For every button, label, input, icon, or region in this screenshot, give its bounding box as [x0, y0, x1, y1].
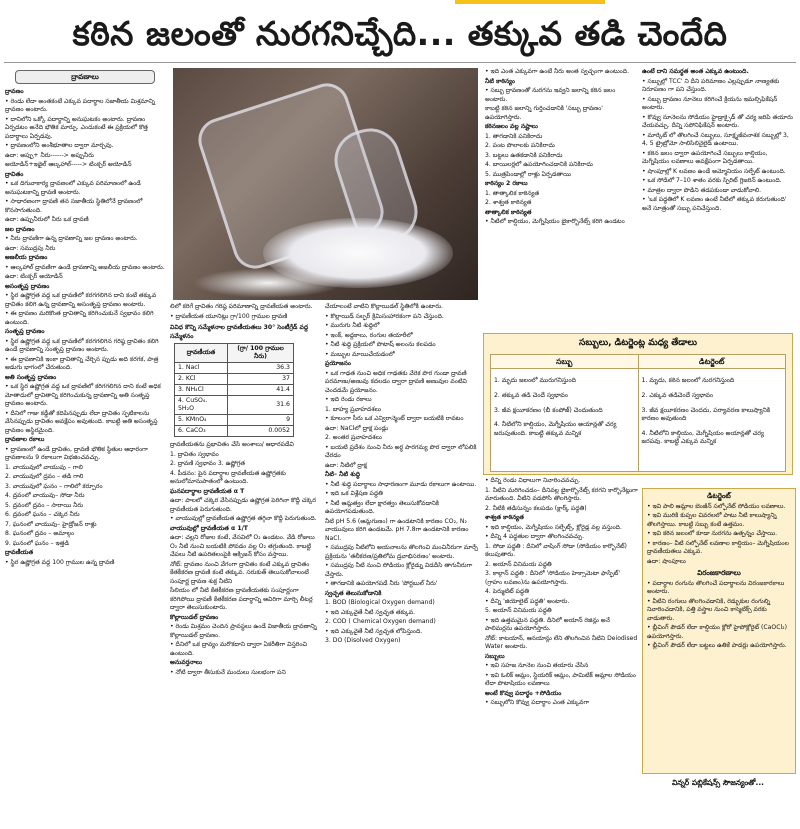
col1-text: 7. ఘనంలో వాయువు– హైడ్రోజన్ రాళ్లు — [5, 520, 97, 528]
col1-text: ద్రావణాల రకాలు — [5, 436, 45, 443]
compound-name: 5. KMnO₄ — [175, 415, 228, 426]
col2-text: 1. ద్రావితం స్వభావం — [170, 450, 219, 458]
col4-text: 3. బట్టలు ఉతకడానికి పనికిరాదు — [485, 151, 563, 159]
column-4-top — [485, 68, 637, 330]
col1-text: 2. వాయువులో ద్రవం – తడి గాలి — [5, 473, 84, 480]
col3-text: • కొల్లాయిడ్ సల్ఫర్ క్రిమిసంహారకంగా పని చేస్తుంది. — [325, 312, 444, 320]
col4-lower-text: సబ్బులు — [485, 652, 505, 660]
col3-text: • మురుగు నీటి శుద్ధిలో — [325, 322, 380, 329]
col1-text: ద్రావణీయత — [5, 549, 34, 556]
col3-text: • ఒక గాఢత నుంచి అధిక గాఢతకు వేరెక పొర గుండా ద్రావణి పరమాణు/అణువు కదలడం ద్వారా ద్రావణి అణువుల వంటివి చెందడమే ప్రయోజనం. — [325, 369, 467, 394]
sidebox-detergent-text: • ఇవి కఠిన జలంలో కూడా నురగను ఉత్పన్నం చేస్తాయి. — [647, 530, 778, 537]
top-accent-yellow — [455, 0, 605, 4]
col4-text: • ఇది ఎంత ఎక్కువగా ఉంటే నీరు అంత స్వచ్ఛంగా ఉంటుంది. — [485, 68, 630, 75]
col2-text: ద్రావణీయతను ప్రభావితం చేసే అంశాలు/ ఆధారపడేవి — [170, 441, 294, 448]
column-5 — [642, 68, 794, 330]
col1-text: • ఈ ద్రావణానికి ఇంకా ద్రావితాన్ని చేర్చిన ప్పుడు అది కరగక, పాత్ర అడుగు భాగంలో చేరుతుంది. — [5, 355, 159, 371]
col2-text: సీలియం లో నీటి కేతకీకరణ ద్రావణీయతకు సంపూర్ణంగా కరిగిపోయి ద్రావణీ కేతకీకరణ పదార్థాన్ని ఆవిరిగా మార్చి లీటర్ల ద్వారా తెలుసుకుంటారు. — [170, 587, 313, 611]
solubility-value: 9 — [227, 415, 293, 426]
col4-text: • సబ్బు ద్రావణంతో నురగను ఇవ్వని జలాన్ని కఠిన జలం అంటారు. — [485, 87, 616, 103]
solubility-value: 0.0052 — [227, 426, 293, 437]
col2-intro-text: లిలో కరిగే ద్రావితం గరిష్ఠ పరిమాణాన్ని ద్రావణీయత అంటారు. — [170, 303, 313, 310]
col3-text: 2. అంతర ప్రవాహదశలు — [325, 434, 382, 441]
soap-point: 3. జీవ క్షయీకరణం (బీ కంపోజ్) చెందుతుంది — [494, 406, 603, 414]
col3-text: 2. COD ( Chemical Oxygen demand) — [325, 618, 436, 625]
col4-lower-text: • ఇవి ఓలిక్ ఆమ్లం, స్టియరిక్ ఆమ్లం, పామిటిక్ ఆమ్లాల సోడియం లేదా పొటాషియం లవణాలు — [485, 671, 636, 687]
col1-text: ద్రావణం — [5, 88, 24, 95]
col3-text: • సముద్రపు నీటి నుంచి సోడియం క్లోరైడ్ను విడదీసి తాగునీరుగా చేస్తారు. — [325, 562, 473, 578]
col1-text: • ఒక దిగువాకార్య ద్రావణంలో ఎక్కువ పరిమాణంలో ఉండే అనుఘటకాన్ని ద్రావణి అంటారు. — [5, 180, 141, 196]
col2-text: • నోటి ద్వారా తీసుకునే మందులు సులభంగా పని — [170, 668, 286, 676]
column-2-intro — [170, 303, 322, 321]
publisher-credit: విన్నర్ పబ్లికేషన్స్ సౌజన్యంతో... — [671, 778, 765, 787]
col1-text: సంతృప్త ద్రావణం — [5, 328, 45, 335]
solubility-value: 36.3 — [227, 363, 293, 374]
col3-text: • నీటి శుద్ధి పదార్థాలు సాధారణంగా మూడు రకాలుగా ఉంటాయి. — [325, 480, 477, 488]
col4-lower-text: 2. నీటికి తడిసున్నం కలపడం (క్లార్క్ పద్ధతి) — [485, 504, 587, 512]
col3-text: • సముద్రపు నీటిలోని అయనాలను తొలగించి మంచినీరుగా మార్చే ప్రక్రియను 'తలీకరణ/ప్రతిలోమ ద్రవాభిసరణం' అంటారు. — [325, 544, 479, 560]
col3-text: • ఇది ఎక్కువైతే నీటి స్వచ్ఛత లోపిస్తుంది. — [325, 627, 423, 635]
col3-text: ఉదా: NaClలో ద్రాక్ష పండ్లు — [325, 424, 389, 432]
solubility-value: 41.4 — [227, 385, 293, 396]
col3-text: • నీటి ఆమ్లత్వం లేదా క్షారత్వం తెలుసుకోవడానికి ఉపయోగపడుతుంది. — [325, 499, 439, 515]
col2-text: కొల్లాయిడల్ ద్రావణం — [170, 613, 219, 621]
col4-text: కఠినజలం వల్ల నష్టాలు — [485, 123, 538, 130]
col2-text: • రెండు మిశ్రమం చెందిన ప్రావస్థలు ఉండే విజాతీయ ద్రావణాన్ని కొల్లాయిడల్ ద్రావణం. — [170, 623, 317, 639]
solubility-row — [175, 396, 294, 415]
sidebox-detergent-body — [643, 503, 795, 567]
comparison-table — [490, 354, 786, 472]
col2-text: ఘనపదార్థాల ద్రావణీయత α T — [170, 487, 245, 495]
solubility-row — [175, 374, 294, 385]
col5-text: • మార్కెట్ లో తొలగించే సబ్బులు, సూక్ష్మజీవనాశక సబ్బుల్లో 3, 4, 5 ట్రైబ్రోమో సాలిసిలినైలైడ్ ఉంటాయి. — [642, 131, 789, 147]
top-accent-bar — [0, 0, 800, 4]
salt-jar-photo — [173, 68, 478, 300]
col3-text: • తాగడానికి ఉపయోగపడే నీరు 'పోర్టబుల్ నీరు' — [325, 580, 438, 587]
sidebox-bleach-text: • బ్లీచింగ్ పౌడర్ లేదా బట్టలు ఉతికే పాడర్లు ఉపయోగిస్తారు. — [647, 642, 787, 649]
col4-lower-text: • ఇవి సహజ నూనెల నుంచి తయారు చేసిన — [485, 662, 589, 669]
col4-lower-text: నోట్: కాటయాన్, ఆనయాన్లు లేని తొలగించిన నీటిని Deiodised Water అంటారు. — [485, 634, 638, 650]
col4-lower-text: • దీన్ని రెండు విధాలుగా నివారించవచ్చు. — [485, 477, 581, 484]
col5-text: • షాంపూల్లో K లవణం ఉండే అమ్మోనియం సల్ఫేట్ ఉంటుంది. — [642, 167, 786, 175]
column-3 — [325, 303, 481, 823]
col4-text: 1. తాగడానికి పనికిరాదు — [485, 132, 543, 140]
col1-text: 3. వాయువులో ఘనం – గాలిలో కర్పూరం — [5, 482, 103, 490]
detergent-point: 4. నీటిలోని కాల్షియం, మెగ్నీషియం అయాన్లతో చర్య జరపవు. కాబట్టి ఎక్కువ మన్నిక — [641, 429, 764, 446]
col3-text: • మబ్బుల మాయిచేయడంలో — [325, 350, 395, 358]
sidebox-detergent-text: • ఇవి పాలి ఆమ్లాల బెంజీన్ సల్ఫోనేట్ సోడియం లవణాలు. — [647, 502, 786, 510]
col2-text: వాయువుల్లో ద్రావణీయత α 1/T — [170, 524, 248, 532]
col4-text: 2. పంట పొలాలకు పనికిరాదు — [485, 142, 555, 149]
solubility-value: 37 — [227, 374, 293, 385]
column-4-bottom — [485, 477, 639, 823]
column-2 — [170, 303, 322, 823]
col4-lower-text: 4. పెర్ముటిట్ పద్ధతి — [485, 588, 529, 595]
col5-text: • 'ఒక పద్ధతిలో K లవణం ఉంటే నీటిలో తక్కువ కరుగుతుంది' అనే సూత్రంతో సబ్బు పనిచేస్తుంది. — [642, 196, 787, 212]
col3-text: • బయటి ప్రదేశం నుంచి నీరు అర్ధ పారగమ్య పొర ద్వారా లోపలికి చేరడం — [325, 443, 477, 459]
compound-name: 4. CuSO₄. 5H₂O — [175, 396, 228, 415]
solubility-row — [175, 415, 294, 426]
col1-text: అతి సంతృప్త ద్రావణం — [5, 373, 57, 381]
col1-text: • రెండు లేదా అంతకంటే ఎక్కువ పదార్థాల సజాతీయ మిశ్రమాన్ని ద్రావణం అంటారు. — [5, 97, 155, 113]
col4-lower-text: 2. అయాన్ వినిమయ పద్ధతి — [485, 560, 552, 568]
comparison-soap-cell — [491, 369, 639, 472]
col4-lower-text: అంటే కొవ్వు పదార్థం +సోడియం — [485, 689, 562, 697]
sidebox-detergent-text: • ఇవి మురికి కుప్పల చివరలలో పాటు నీటి కాలుష్యాన్ని తొలగిస్తాయి. కాబట్టి సబ్బు కంటే ఉత్తమం. — [647, 512, 777, 528]
col1-text: ఉదా: టింక్చర్ అయోడిన్ — [5, 273, 63, 280]
comparison-header-detergent: డిటర్జెంట్ — [638, 355, 786, 369]
col5-text: • ఒక సోడిలో 7–10 శాతం వరకు స్పిరిట్ గ్లిజరిన్ ఉంటుంది. — [642, 177, 782, 184]
col1-text: అయోడిన్+ఇథైల్ ఆల్కహాల్-----> టింక్చర్ అయోడిన్ — [5, 161, 132, 168]
solubility-value: 31.6 — [227, 396, 293, 415]
col1-text: 6. ద్రవంలో ఘనం – చక్కెర నీరు — [5, 511, 80, 518]
col1-text: అజలీయ ద్రావణం — [5, 254, 48, 261]
col1-text: • దీనిలో గాజు కడ్డీతో కదిపినప్పుడు లేదా ద్రావితం స్ఫటికాలను వేసినప్పుడు ద్రావితం అవక్షేపం అవుతుంది. కాబట్టి అతి అసంతృప్త ద్రావణం అస్థిరమైంది. — [5, 409, 158, 434]
sidebox-bleach-text: • బ్లీచింగ్ పౌడర్ లేదా కాల్షియం క్లోరో హైపోక్లోరైట్ (CaOCl₂) ఉపయోగిస్తారు. — [647, 624, 787, 640]
col4-lower-text: 5. అయాన్ వినిమయ పద్ధతి — [485, 607, 552, 614]
col5-text: • కఠిన జలం ద్వారా ఉపయోగించే సబ్బులు కాల్షియం, మెగ్నీషియం లవణాలు అవక్షేపంగా ఏర్పడతాయి. — [642, 149, 768, 165]
col5-text: • మాత్రల ద్వారా పొడిని తడపకుండా వాడుకోవాలి. — [642, 186, 762, 194]
section-heading-solutions: ద్రావణాలు — [15, 70, 155, 84]
comparison-header-soap: సబ్బు — [491, 355, 639, 369]
col2-intro-text: • ద్రావణీయత యూనిట్లు గ్రా/100 గ్రాముల ద్రావణి — [170, 312, 288, 320]
col4-lower-text: శాశ్వత కాఠిన్యత — [485, 514, 524, 521]
col1-text: • ద్రావణంలో ఉండే ద్రావితం, ద్రావణి భౌతిక స్థితుల ఆధారంగా ద్రావణాలను 9 రకాలుగా విభజించవచ్చు. — [5, 445, 148, 461]
col4-text: 5. ముత్రపిండాల్లో రాళ్లు ఏర్పడతాయి — [485, 170, 571, 178]
detergent-point: 1. మృదు, కఠిన జలంలో నురగనిస్తుంది — [641, 377, 735, 385]
comparison-detergent-cell — [638, 369, 786, 472]
col3-text: • ఇది రెండు రకాలు — [325, 396, 372, 403]
col4-text: 1. తాత్కాలిక కాఠిన్యత — [485, 189, 540, 197]
column-2-body — [170, 441, 322, 677]
col5-text: • సబ్బుల్లో TCC' ని దీని పరిమాణం ఎల్లప్పుడూ నాణ్యతకు నిరూపణం గా పని చేస్తుంది. — [642, 77, 780, 93]
col1-text: • ఒక స్థిర ఉష్ణోగ్రత వద్ద ఒక ద్రావణిలో కరిగగలిగిన దాని కంటే అధిక మోతాదులో ద్రావితాన్ని కరిగించుకున్న ద్రావణాన్ని అతి సంతృప్త ద్రావణం అంటారు. — [5, 383, 161, 407]
solubility-table-header-2: (గ్రా/ 100 గ్రాముల నీరు) — [227, 344, 293, 363]
col1-text: ద్రావితం — [5, 170, 24, 178]
col1-text: ఉదా: అప్పు+ నీరు------> అప్పునీరు — [5, 151, 94, 159]
compound-name: 6. CaCO₃ — [175, 426, 228, 437]
sidebox-bleach-text: • పదార్థాల రంగును తొలగించే పదార్థాలను విరంజకారకాలు అంటారు. — [647, 579, 785, 595]
col1-text: 1. వాయువులో వాయువు – గాలి — [5, 463, 83, 471]
col1-text: • ఆల్కహాల్ ద్రావణిగా ఉండే ద్రావణాన్ని అజలీయ ద్రావణం అంటారు. — [5, 263, 165, 271]
col3-text: నీటి pH 5.6 (ఆమ్లగుణం) గా ఉండటానికి కారణం CO₂, N₂ వాయువులు కరిగి ఉండటమే. pH 7.8గా ఉండటానికి కారణం NaCl. — [325, 517, 469, 542]
detergent-point: 3. జీవ క్షయీకరణం చెందదు, పర్యావరణ కాలుష్యానికి కారణం అవుతుంది — [641, 406, 771, 423]
col4-lower-text: • దీన్ని 4 పద్ధతుల ద్వారా తొలగించవచ్చు. — [485, 533, 585, 540]
soap-detergent-comparison-box — [483, 333, 793, 475]
soap-point: 1. మృదు జలంలో మురుగనిస్తుంది — [494, 377, 576, 385]
sidebox-bleach-text: • వీటిని రంగులు తొలగించడానికి, రెడ్బుకుల రంగుల్ని నివారించడానికి, పత్తి వస్త్రాల నుంచి కాస్మెటిక్స్ వరకు వాడుతారు. — [647, 597, 771, 622]
col2-text: • వాయువుల్లో ద్రావణీయత ఉష్ణోగ్రత తగ్గినా కొద్దీ పెరుగుతుంది. — [170, 515, 317, 522]
col1-text: 4. ద్రవంలో వాయువు– సోడా నీరు — [5, 492, 85, 499]
col4-lower-text: • సబ్బులోని కొవ్వు పదార్థాం ఎంత ఎక్కువగా — [485, 699, 590, 706]
col1-text: • స్థిర ఉష్ణోగ్రత వద్ద ఒక ద్రావణిలో కరగగలిగిన దాని కంటే తక్కువ ద్రావితం కలిగి ఉన్న ద్రావణాన్ని అసంతృప్త ద్రావణం అంటారు. — [5, 292, 157, 308]
salt-spill-shape — [193, 268, 343, 298]
column-1 — [5, 68, 165, 824]
col4-lower-text: 3. కాల్గాన్ పద్ధతి : దీనిలో 'సోడియం హెక్సామెటా ఫాస్ఫేట్' (గ్రాహం లవణం)ను ఉపయోగిస్తారు. — [485, 570, 621, 586]
col1-text: • స్థిర ఉష్ణోగ్రత వద్ద ఒక ద్రావణిలో కరగగలిగిన గరిష్ఠ ద్రావితం కలిగి ఉండే ద్రావణాన్ని సంతృప్త ద్రావణం అంటారు. — [5, 337, 159, 353]
col1-text: • స్థిర ఉష్ణోగ్రత వద్ద 100 గ్రాముల ఉన్న ద్రావణి — [5, 558, 115, 566]
col2-text: నోట్: ద్రావణం నుంచి వేగంగా ద్రావితం కంటే ఎక్కువ ద్రావితం కేతకీకరణ ద్రావణి కంటే తక్కువ. సరుకుత్ తెలుసుకోవాలంటే సంపూర్ణ ద్రావణ శుక్ర నీటిని — [170, 560, 310, 585]
col4-text: 4. బాయిలర్లలో ఉపయోగించడానికి పనికిరాదు — [485, 161, 593, 168]
col1-text: ఉదా: సముద్రపు నీరు — [5, 244, 56, 252]
col2-text: ఉదా: పాలలో చక్కెర వేసినప్పుడు ఉష్ణోగ్రత పెరిగినా కొద్దీ చక్కెర ద్రావణీయత పెరుగుతుంది. — [170, 497, 316, 513]
col1-text: 9. ఘనంలో ఘనం – ఇత్తడి — [5, 539, 69, 547]
col1-text: • ద్రావణంలోని అంశీభూతాల ద్వారా మార్చవు. — [5, 142, 114, 149]
col1-text: • దానిలోని ఒక్కో పదార్థాన్ని అనుఘటకం అంటారు. ద్రావణం ఏర్పడటం అనేది భౌతిక మార్పు. ఎందుకంటే ఈ ప్రక్రియలో కొత్త పదార్థాలు ఏర్పడవు. — [5, 115, 148, 140]
col2-text: 2. ద్రావణి స్వభావం 3. ఉష్ణోగ్రత — [170, 460, 246, 467]
col4-text: కాబట్టి కఠిన జలాన్ని గుర్తించడానికి 'సబ్బు ద్రావణం' ఉపయోగిస్తారు. — [485, 105, 603, 121]
soap-point: 4. నీటిలోని కాల్షియం, మెగ్నీషియం అయాన్లతో చర్య జరుపుతుంది. కాబట్టి తక్కువ మన్నిక — [494, 421, 617, 437]
col4-text: కాఠిన్యం 2 రకాలు — [485, 180, 528, 187]
col3-text: 1. బాహ్య ప్రవాహదశలు — [325, 405, 382, 413]
comparison-title: సబ్బులు, డిటర్జెంట్ల మధ్య తేడాలు — [579, 338, 697, 348]
solubility-row — [175, 385, 294, 396]
col1-text: 8. ఘనంలో ద్రవం – అమాల్గం — [5, 530, 75, 537]
sidebox-detergent-text: • కారణం– వీటి సల్ఫోనేట్ లవణాల కాల్షియం– మెగ్నీషియంల ద్రావణీయతలు ఎక్కువ. — [647, 539, 789, 555]
col3-text: • నీటి శుద్ధి ప్రక్రియలో పొటాష్ అలంను కలపడం — [325, 341, 436, 348]
col5-text: ఉంటే దాని సమర్థత అంత ఎక్కువ ఉంటుంది. — [642, 68, 749, 75]
col5-text: • సబ్బు ద్రావణం నూనెలు కరిగించే క్రియను ఇమల్సిఫికేషన్ అంటారు. — [642, 95, 778, 111]
solubility-row — [175, 426, 294, 437]
col4-text: నీటి కాఠిన్యం — [485, 77, 515, 85]
col3-text: 1. BOD (Biological Oxygen demand) — [325, 599, 435, 606]
col3-text: • ఇది ఎక్కువైతే నీటి స్వచ్ఛత తక్కువ. — [325, 608, 416, 616]
col1-text: • ఈ ద్రావణం మరికొంత ద్రావితాన్ని కరిగించుకునే స్వభావం కలిగి ఉంటుంది. — [5, 310, 154, 326]
col1-text: ఉదా: ఉప్పునీరులో నీరు ఒక ద్రావణి — [5, 216, 89, 223]
compound-name: 3. NH₄Cl — [175, 385, 228, 396]
col3-text: చేయాలంటే వాటిని కొల్లాయిడల్ స్థితిలోకి ఉంటారు. — [325, 303, 443, 310]
soap-point: 2. తక్కువ తడి చెందే స్వభావం — [494, 391, 568, 399]
col3-text: • కూలంగా సీరు ఒక ఎన్విరాన్మెంట్ ద్వారా బయటికి రావటం — [325, 415, 464, 422]
col3-text: 3. DO (Disolved Oxygen) — [325, 637, 401, 644]
sidebox-heading-bleach: విరంజకారణాలు — [697, 569, 741, 577]
col4-text: • నీటిలో కాల్షియం, మెగ్నీషియం బైకార్బొనేట్స్ కరిగి ఉండటం — [485, 218, 625, 225]
col1-text: • సాధారణంగా ద్రావణి తన సజాతీయ స్థితిలోనే ద్రావణంలో కొనసాగుతుంది. — [5, 198, 143, 214]
col3-text: నీటి– నీటి శుద్ధి — [325, 471, 361, 478]
col3-text: ప్రయోజనం — [325, 360, 351, 367]
solubility-table-caption: వివిధ కొన్ని సమ్మేళనాల ద్రావణీయతలు 30° సెంటీగ్రేడ్ వద్ద సమ్మేళనం — [170, 324, 309, 340]
col2-text: అనువర్తనాలు — [170, 659, 202, 666]
page-title: కఠిన జలంతో నురగనిచ్చేది... తక్కువ తడి చెందేది — [72, 14, 728, 53]
title-divider — [4, 62, 796, 63]
col3-text: • ఇంక్, అద్దకాలు, రంగుల తయారీలో — [325, 331, 413, 339]
col4-lower-text: 1. నీటిని మరిగించడం– దీనివల్ల బైకార్బొనేట్స్ కరగని కార్బొనేట్లుగా మారుతుంది. వీటిని వడపోసి తొలగిస్తారు. — [485, 486, 638, 502]
sidebox-bleach-body — [643, 580, 795, 651]
sidebox-detergent-text: ఉదా: షాంపూలు — [647, 557, 686, 565]
column-1-body — [5, 88, 165, 567]
col4-lower-text: • ఇది కాల్షియం, మెగ్నీషియం సల్ఫేట్స్, క్లోరైడ్ల వల్ల వస్తుంది. — [485, 523, 622, 531]
solubility-table-header-1: ద్రావణీయత — [175, 344, 228, 363]
col1-text: • నీరు ద్రావణిగా ఉన్న ద్రావణాన్ని జల ద్రావణం అంటారు. — [5, 235, 138, 242]
col2-text: • దీనిలో ఒక ద్రావ్యం మరొకదాని ద్వారా ఏకరీతిగా విస్తరించి ఉంటుంది. — [170, 641, 308, 657]
compound-name: 2. KCl — [175, 374, 228, 385]
col4-lower-text: • ఇది ఉత్తమమైన పద్ధతి. దీనిలో అయాన్ రెజిన్లు అనే పాలిమర్లను ఉపయోగిస్తారు. — [485, 616, 610, 632]
col3-text: • ఇది ఒక విశ్లేషణ పద్ధతి — [325, 490, 383, 497]
solubility-row — [175, 363, 294, 374]
detergent-point: 2. ఎక్కువ తడిచెందే స్వభావం — [641, 391, 714, 399]
col1-text: 5. ద్రవంలో ద్రవం – సారాయి నీరు — [5, 501, 84, 509]
col4-text: 2. శాశ్వత కాఠిన్యత — [485, 199, 532, 206]
col4-lower-text: 1. సోడా పద్ధతి : దీనిలో వాషింగ్ సోడా (సోడియం కార్బొనేట్) కలుపుతారు. — [485, 542, 627, 558]
col1-text: అసంతృప్త ద్రావణం — [5, 282, 50, 290]
col2-text: ఉదా: చల్లని రోజుల కంటే, వేసవిలో O₂ ఉండటం. వేడి రోజులు O₂ నీటి నుంచి బయటికి పోవడం వల్ల O₂ తగ్గుతుంది. కాబట్టి చేపలు నీటి ఉపరితలంపైకి ఆక్సిజన్ కోసం వస్తాయి. — [170, 534, 315, 558]
compound-name: 1. Nacl — [175, 363, 228, 374]
col5-text: • కొవ్వు నూనెలను సోడియం హైడ్రాక్సైడ్ తో చర్య జరిపి తయారు చేయవచ్చు. దీన్ని సపోనిఫికేషన్ అంటారు. — [642, 113, 793, 129]
col4-text: తాత్కాలిక కాఠిన్యత — [485, 208, 532, 216]
col3-text: స్వచ్ఛత తెలుసుకోడానికి — [325, 589, 382, 597]
col2-text: 4. పీడనం: పైన పదార్థాల ద్రావణీయత ఉష్ణోగ్రతకు అనులోమానుపాతంలో ఉంటుంది. — [170, 469, 286, 485]
col1-text: జల ద్రావణం — [5, 225, 35, 233]
col3-text: ఉదా: నీటిలో ద్రాక్ష — [325, 461, 367, 469]
col4-lower-text: • దీన్ని 'జియోలైట్ పద్ధతి' అంటారు. — [485, 597, 570, 605]
sidebox-heading-detergent: డిటర్జెంట్ — [707, 492, 731, 500]
detergent-bleach-sidebox — [642, 488, 796, 774]
solubility-table — [174, 343, 294, 437]
